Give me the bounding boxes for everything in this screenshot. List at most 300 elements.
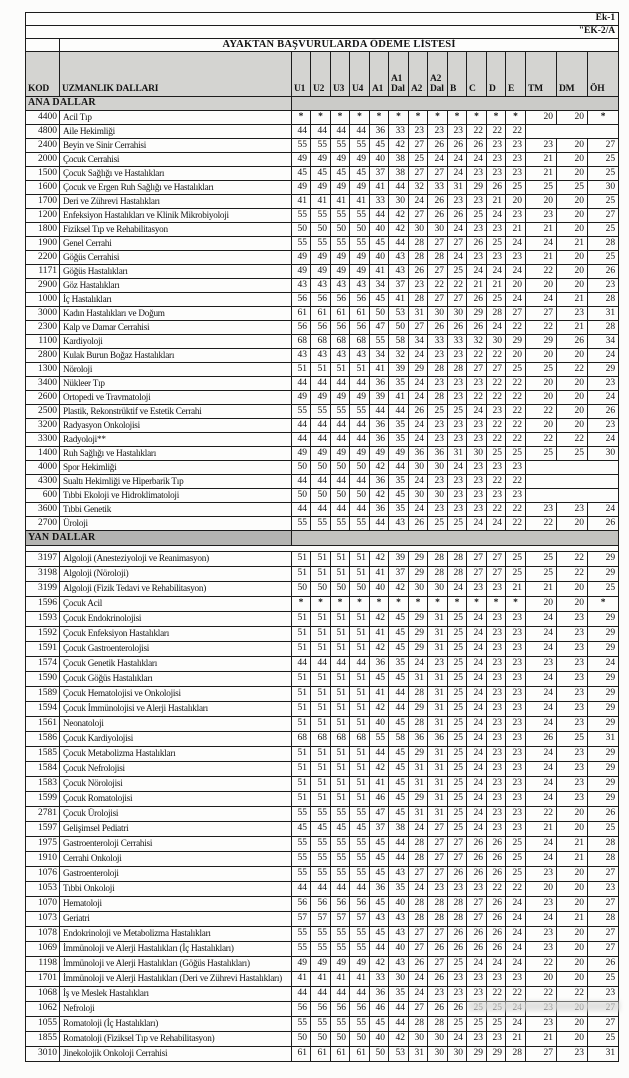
value-cell: 56 — [292, 1002, 311, 1017]
specialty-cell: Romatoloji (Fiziksel Tıp ve Rehabilitasyon) — [60, 1032, 292, 1047]
value-cell: 20 — [526, 972, 557, 987]
value-cell: 21 — [526, 582, 557, 597]
value-cell: 26 — [588, 517, 619, 531]
code-cell: 1198 — [26, 957, 60, 972]
value-cell: 23 — [487, 461, 506, 475]
value-cell: 27 — [428, 927, 448, 942]
value-cell: 49 — [350, 391, 370, 405]
value-cell: 31 — [428, 642, 448, 657]
value-cell: 55 — [292, 139, 311, 153]
value-cell: 23 — [467, 195, 487, 209]
value-cell: 24 — [526, 642, 557, 657]
value-cell: 23 — [506, 822, 526, 837]
value-cell: 41 — [370, 265, 389, 279]
value-cell: 25 — [448, 612, 467, 627]
value-cell: 21 — [526, 822, 557, 837]
value-cell: 25 — [588, 251, 619, 265]
code-cell: 2200 — [26, 251, 60, 265]
value-cell: 55 — [311, 867, 331, 882]
value-cell: 25 — [448, 822, 467, 837]
value-cell: 44 — [350, 433, 370, 447]
value-cell: 55 — [292, 852, 311, 867]
code-cell: 2000 — [26, 153, 60, 167]
value-cell: 45 — [389, 777, 409, 792]
value-cell: 23 — [487, 251, 506, 265]
col-header-öh: ÖH — [588, 52, 619, 97]
value-cell: 23 — [526, 942, 557, 957]
value-cell: * — [350, 597, 370, 612]
value-cell: 45 — [389, 642, 409, 657]
specialty-cell: İmmünoloji ve Alerji Hastalıkları (Deri ve Zührevi Hastalıkları) — [60, 972, 292, 987]
code-cell: 1062 — [26, 1002, 60, 1017]
table-row — [26, 167, 619, 181]
value-cell: 55 — [350, 927, 370, 942]
value-cell: 28 — [588, 293, 619, 307]
value-cell: 20 — [526, 419, 557, 433]
value-cell: 25 — [588, 223, 619, 237]
value-cell: 55 — [331, 837, 350, 852]
code-cell: 1900 — [26, 237, 60, 251]
value-cell: 23 — [557, 672, 588, 687]
value-cell: 22 — [487, 475, 506, 489]
value-cell: 20 — [557, 517, 588, 531]
value-cell: 31 — [428, 762, 448, 777]
value-cell: 44 — [331, 377, 350, 391]
value-cell: 24 — [526, 792, 557, 807]
value-cell: 49 — [350, 153, 370, 167]
value-cell: 20 — [557, 349, 588, 363]
value-cell: 23 — [526, 867, 557, 882]
value-cell: 24 — [467, 627, 487, 642]
value-cell: 25 — [506, 837, 526, 852]
value-cell: 55 — [350, 852, 370, 867]
value-cell: 24 — [526, 747, 557, 762]
value-cell: 37 — [389, 279, 409, 293]
value-cell: 56 — [350, 321, 370, 335]
value-cell: 29 — [588, 612, 619, 627]
table-row — [26, 672, 619, 687]
value-cell: 20 — [557, 391, 588, 405]
value-cell: 24 — [506, 897, 526, 912]
specialty-cell: Kulak Burun Boğaz Hastalıkları — [60, 349, 292, 363]
value-cell: 21 — [557, 237, 588, 251]
value-cell: 23 — [487, 792, 506, 807]
value-cell: 51 — [311, 792, 331, 807]
value-cell: 23 — [526, 897, 557, 912]
value-cell: 22 — [557, 987, 588, 1002]
value-cell: 50 — [311, 223, 331, 237]
table-row — [26, 762, 619, 777]
value-cell: 24 — [448, 167, 467, 181]
value-cell: 34 — [588, 335, 619, 349]
value-cell: 25 — [448, 627, 467, 642]
value-cell: 22 — [506, 987, 526, 1002]
value-cell: 43 — [370, 912, 389, 927]
value-cell: 27 — [409, 1002, 428, 1017]
value-cell: 31 — [428, 717, 448, 732]
value-cell: 23 — [506, 762, 526, 777]
value-cell: 55 — [292, 837, 311, 852]
value-cell: 28 — [409, 1017, 428, 1032]
table-row — [26, 153, 619, 167]
code-cell: 1586 — [26, 732, 60, 747]
value-cell: 55 — [311, 1017, 331, 1032]
value-cell: 68 — [350, 335, 370, 349]
value-cell: 23 — [428, 349, 448, 363]
value-cell: 22 — [526, 405, 557, 419]
value-cell: 42 — [370, 489, 389, 503]
value-cell: 28 — [448, 567, 467, 582]
value-cell: 23 — [557, 777, 588, 792]
value-cell: 25 — [506, 567, 526, 582]
value-cell: 24 — [526, 293, 557, 307]
value-cell: 29 — [526, 335, 557, 349]
value-cell: 36 — [370, 433, 389, 447]
section-band-row — [26, 97, 619, 111]
value-cell: 20 — [506, 279, 526, 293]
value-cell: 55 — [350, 405, 370, 419]
value-cell: 22 — [557, 363, 588, 377]
value-cell: 41 — [370, 777, 389, 792]
value-cell: 23 — [409, 279, 428, 293]
value-cell: 51 — [331, 672, 350, 687]
value-cell: 44 — [370, 942, 389, 957]
title-row-kod-spacer — [26, 39, 60, 52]
value-cell: 44 — [311, 125, 331, 139]
value-cell: 42 — [389, 139, 409, 153]
value-cell: 46 — [370, 1002, 389, 1017]
value-cell: 29 — [409, 747, 428, 762]
value-cell: 26 — [448, 139, 467, 153]
value-cell: 23 — [448, 125, 467, 139]
value-cell: 27 — [428, 293, 448, 307]
value-cell: 55 — [311, 209, 331, 223]
value-cell: 24 — [409, 987, 428, 1002]
value-cell: 39 — [370, 391, 389, 405]
value-cell: 21 — [526, 153, 557, 167]
value-cell: 44 — [331, 657, 350, 672]
value-cell: 23 — [448, 349, 467, 363]
specialty-cell: Neonatoloji — [60, 717, 292, 732]
value-cell: 31 — [428, 792, 448, 807]
value-cell: 23 — [448, 972, 467, 987]
table-row — [26, 552, 619, 567]
value-cell: 27 — [588, 927, 619, 942]
value-cell: 51 — [331, 717, 350, 732]
value-cell: * — [467, 597, 487, 612]
value-cell: 30 — [428, 461, 448, 475]
value-cell: 40 — [389, 942, 409, 957]
value-cell: 24 — [409, 882, 428, 897]
value-cell: 30 — [428, 489, 448, 503]
value-cell: 28 — [409, 687, 428, 702]
doc-ref-ek2a: "EK-2/A — [26, 26, 619, 39]
value-cell: 26 — [487, 927, 506, 942]
value-cell: 35 — [389, 419, 409, 433]
value-cell: 23 — [526, 657, 557, 672]
ref-row-2 — [26, 26, 619, 39]
value-cell: 37 — [389, 567, 409, 582]
value-cell: 44 — [389, 1017, 409, 1032]
value-cell: * — [428, 111, 448, 125]
value-cell: 22 — [526, 517, 557, 531]
value-cell: 23 — [506, 657, 526, 672]
value-cell: * — [448, 111, 467, 125]
code-cell: 4800 — [26, 125, 60, 139]
value-cell: 44 — [292, 125, 311, 139]
value-cell: 22 — [506, 503, 526, 517]
value-cell: 20 — [526, 597, 557, 612]
code-cell: 1700 — [26, 195, 60, 209]
value-cell: 39 — [389, 552, 409, 567]
value-cell: 24 — [506, 957, 526, 972]
value-cell: 55 — [350, 1017, 370, 1032]
value-cell: 28 — [428, 567, 448, 582]
value-cell: 22 — [526, 321, 557, 335]
col-header-c: C — [467, 52, 487, 97]
value-cell: 26 — [526, 732, 557, 747]
table-row — [26, 461, 619, 475]
value-cell: 29 — [588, 702, 619, 717]
value-cell: 51 — [350, 552, 370, 567]
value-cell: 51 — [350, 717, 370, 732]
table-row — [26, 391, 619, 405]
value-cell: 23 — [487, 777, 506, 792]
value-cell: 31 — [588, 1047, 619, 1062]
value-cell: 51 — [311, 642, 331, 657]
value-cell: 28 — [409, 717, 428, 732]
value-cell: 55 — [331, 139, 350, 153]
specialty-cell: İç Hastalıkları — [60, 293, 292, 307]
value-cell: 23 — [506, 251, 526, 265]
value-cell: 21 — [487, 195, 506, 209]
table-row — [26, 321, 619, 335]
value-cell: 44 — [331, 419, 350, 433]
value-cell: 23 — [506, 612, 526, 627]
value-cell: 55 — [331, 942, 350, 957]
value-cell: 25 — [588, 153, 619, 167]
value-cell: 42 — [370, 612, 389, 627]
table-row — [26, 125, 619, 139]
value-cell: 28 — [428, 1017, 448, 1032]
specialty-cell: Enfeksiyon Hastalıkları ve Klinik Mikrobiyoloji — [60, 209, 292, 223]
value-cell: 50 — [389, 321, 409, 335]
value-cell: 23 — [467, 377, 487, 391]
value-cell: 40 — [370, 153, 389, 167]
value-cell: 51 — [350, 687, 370, 702]
value-cell: 51 — [311, 552, 331, 567]
value-cell: 30 — [409, 1032, 428, 1047]
code-cell: 1600 — [26, 181, 60, 195]
code-cell: 1078 — [26, 927, 60, 942]
value-cell: 50 — [331, 223, 350, 237]
value-cell: 41 — [370, 687, 389, 702]
value-cell: * — [588, 597, 619, 612]
value-cell: 51 — [292, 627, 311, 642]
table-row — [26, 987, 619, 1002]
code-cell: 3198 — [26, 567, 60, 582]
value-cell: 23 — [467, 987, 487, 1002]
value-cell: 41 — [370, 363, 389, 377]
table-row — [26, 897, 619, 912]
code-cell: 4400 — [26, 111, 60, 125]
value-cell: 22 — [448, 279, 467, 293]
value-cell: 28 — [428, 897, 448, 912]
table-row — [26, 489, 619, 503]
value-cell: 39 — [389, 363, 409, 377]
value-cell: 27 — [428, 867, 448, 882]
value-cell: 36 — [370, 657, 389, 672]
value-cell: 30 — [487, 335, 506, 349]
value-cell: 29 — [588, 762, 619, 777]
value-cell: 42 — [370, 702, 389, 717]
table-row — [26, 1017, 619, 1032]
specialty-cell: Genel Cerrahi — [60, 237, 292, 251]
value-cell: 55 — [331, 1017, 350, 1032]
value-cell: 42 — [389, 582, 409, 597]
value-cell: 44 — [311, 419, 331, 433]
specialty-cell: Göğüs Cerrahisi — [60, 251, 292, 265]
value-cell: 30 — [448, 307, 467, 321]
value-cell: 23 — [467, 167, 487, 181]
value-cell: 55 — [331, 517, 350, 531]
code-cell: 1070 — [26, 897, 60, 912]
value-cell: * — [331, 597, 350, 612]
value-cell: 25 — [588, 582, 619, 597]
value-cell: 45 — [389, 717, 409, 732]
value-cell: 68 — [331, 335, 350, 349]
value-cell: 25 — [526, 181, 557, 195]
value-cell: 57 — [331, 912, 350, 927]
value-cell: 22 — [506, 433, 526, 447]
specialty-cell: Çocuk Acil — [60, 597, 292, 612]
code-cell: 2800 — [26, 349, 60, 363]
value-cell: 27 — [526, 307, 557, 321]
value-cell: 24 — [588, 657, 619, 672]
value-cell: 45 — [370, 867, 389, 882]
value-cell: 49 — [331, 251, 350, 265]
value-cell: 29 — [588, 552, 619, 567]
value-cell: 45 — [389, 762, 409, 777]
value-cell: 51 — [331, 612, 350, 627]
value-cell: 22 — [557, 567, 588, 582]
specialty-cell: Beyin ve Sinir Cerrahisi — [60, 139, 292, 153]
value-cell: 20 — [526, 391, 557, 405]
value-cell: 27 — [428, 822, 448, 837]
value-cell: 45 — [389, 807, 409, 822]
value-cell: 24 — [526, 627, 557, 642]
value-cell: 37 — [370, 167, 389, 181]
value-cell: 55 — [350, 807, 370, 822]
value-cell: 24 — [467, 657, 487, 672]
value-cell: 23 — [448, 433, 467, 447]
value-cell: 20 — [557, 897, 588, 912]
value-cell: 25 — [506, 363, 526, 377]
value-cell: 45 — [389, 747, 409, 762]
value-cell: 30 — [409, 223, 428, 237]
value-cell: 40 — [370, 251, 389, 265]
value-cell: 50 — [331, 582, 350, 597]
redacted-cell — [526, 125, 619, 139]
value-cell: 51 — [292, 552, 311, 567]
value-cell: 20 — [557, 807, 588, 822]
value-cell: 26 — [588, 807, 619, 822]
value-cell: 26 — [487, 912, 506, 927]
value-cell: 49 — [331, 181, 350, 195]
value-cell: 23 — [487, 627, 506, 642]
value-cell: 57 — [350, 912, 370, 927]
value-cell: 25 — [557, 732, 588, 747]
value-cell: 35 — [389, 503, 409, 517]
redacted-cell — [526, 461, 619, 475]
code-cell: 1591 — [26, 642, 60, 657]
value-cell: 50 — [311, 461, 331, 475]
value-cell: 23 — [487, 672, 506, 687]
specialty-cell: Kardiyoloji — [60, 335, 292, 349]
value-cell: 44 — [311, 377, 331, 391]
value-cell: 43 — [292, 279, 311, 293]
code-cell: 1975 — [26, 837, 60, 852]
table-row — [26, 747, 619, 762]
table-row — [26, 419, 619, 433]
value-cell: 24 — [448, 153, 467, 167]
value-cell: 49 — [311, 251, 331, 265]
specialty-cell: İmmünoloji ve Alerji Hastalıkları (Göğüs Hastalıkları) — [60, 957, 292, 972]
specialty-cell: Radyoloji** — [60, 433, 292, 447]
value-cell: 23 — [467, 1032, 487, 1047]
value-cell: 49 — [350, 181, 370, 195]
value-cell: 28 — [428, 552, 448, 567]
code-cell: 3400 — [26, 377, 60, 391]
value-cell: 53 — [389, 1047, 409, 1062]
value-cell: 25 — [409, 153, 428, 167]
col-header-e: E — [506, 52, 526, 97]
value-cell: 23 — [467, 251, 487, 265]
value-cell: 23 — [506, 702, 526, 717]
value-cell: 26 — [428, 972, 448, 987]
value-cell: 44 — [292, 377, 311, 391]
value-cell: 30 — [467, 447, 487, 461]
value-cell: 24 — [467, 517, 487, 531]
value-cell: 32 — [389, 349, 409, 363]
table-row — [26, 807, 619, 822]
table-row — [26, 181, 619, 195]
value-cell: 58 — [389, 732, 409, 747]
title-row — [26, 39, 619, 52]
value-cell: 23 — [557, 657, 588, 672]
value-cell: 28 — [409, 837, 428, 852]
value-cell: 24 — [526, 237, 557, 251]
table-row — [26, 732, 619, 747]
value-cell: 25 — [526, 567, 557, 582]
value-cell: 23 — [467, 882, 487, 897]
value-cell: 26 — [428, 321, 448, 335]
value-cell: 55 — [331, 867, 350, 882]
specialty-cell: Algoloji (Anesteziyoloji ve Reanimasyon) — [60, 552, 292, 567]
value-cell: 36 — [370, 503, 389, 517]
table-row — [26, 1032, 619, 1047]
value-cell: 25 — [448, 792, 467, 807]
value-cell: 28 — [448, 897, 467, 912]
value-cell: 31 — [428, 627, 448, 642]
value-cell: 21 — [557, 293, 588, 307]
value-cell: 55 — [331, 405, 350, 419]
value-cell: 31 — [588, 732, 619, 747]
value-cell: 49 — [311, 957, 331, 972]
value-cell: 27 — [487, 552, 506, 567]
value-cell: 51 — [311, 777, 331, 792]
value-cell: 26 — [487, 852, 506, 867]
